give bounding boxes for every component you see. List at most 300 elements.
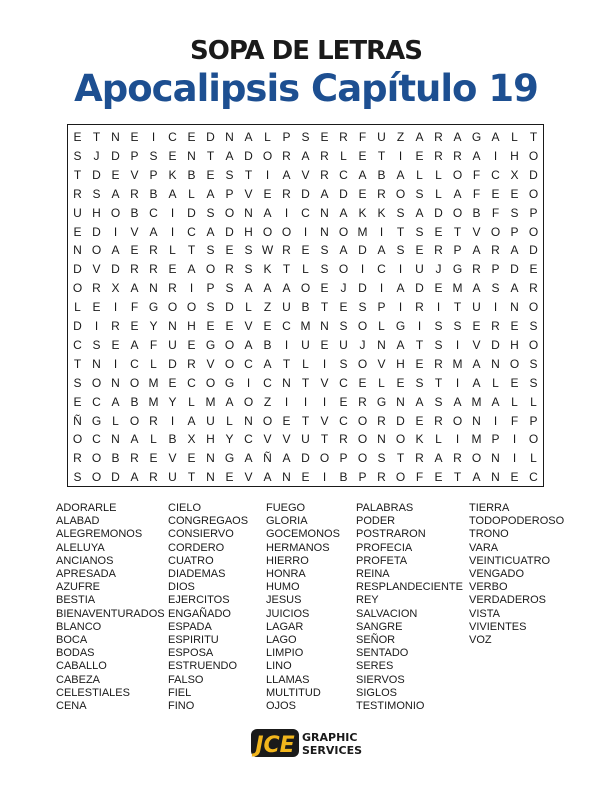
word-item: ALEGREMONOS	[56, 528, 143, 541]
grid-letter: H	[396, 356, 405, 371]
grid-letter: T	[434, 375, 443, 390]
grid-letter: T	[529, 130, 538, 144]
grid-letter: K	[168, 167, 177, 182]
grid-letter: V	[244, 186, 253, 201]
grid-letter: C	[187, 224, 196, 239]
grid-letter: F	[130, 300, 139, 315]
grid-letter: S	[206, 205, 215, 220]
grid-letter: T	[396, 224, 405, 239]
grid-letter: T	[320, 432, 329, 447]
grid-letter: L	[416, 167, 423, 182]
grid-letter: A	[301, 148, 310, 163]
grid-letter: S	[415, 224, 424, 239]
grid-letter: A	[415, 394, 424, 409]
grid-letter: B	[339, 470, 348, 485]
grid-letter: O	[357, 356, 368, 371]
grid-letter: S	[73, 470, 82, 485]
grid-letter: E	[111, 337, 120, 352]
grid-letter: I	[151, 130, 156, 144]
grid-letter: O	[319, 451, 330, 466]
grid-letter: C	[377, 262, 386, 277]
grid-letter: G	[376, 394, 387, 409]
grid-letter: I	[417, 319, 422, 333]
grid-letter: L	[378, 319, 385, 333]
grid-letter: N	[111, 130, 120, 144]
grid-letter: D	[358, 281, 367, 296]
grid-letter: D	[358, 243, 367, 258]
grid-letter: I	[379, 224, 384, 239]
word-item: TIERRA	[469, 502, 510, 514]
word-item: TRONO	[469, 528, 509, 541]
grid-letter: U	[377, 130, 386, 144]
word-item: HIERRO	[266, 554, 309, 567]
grid-letter: S	[244, 262, 253, 277]
grid-letter: L	[340, 148, 347, 163]
grid-letter: O	[91, 375, 102, 390]
grid-letter: N	[377, 432, 386, 447]
grid-letter: F	[358, 130, 367, 144]
grid-letter: R	[377, 470, 386, 485]
grid-letter: P	[453, 243, 462, 258]
grid-letter: R	[225, 262, 234, 277]
grid-letter: N	[491, 470, 500, 485]
grid-letter: L	[302, 356, 309, 371]
word-item: REINA	[356, 568, 390, 581]
grid-letter: D	[111, 470, 120, 485]
grid-letter: N	[187, 148, 196, 163]
grid-letter: E	[415, 148, 424, 163]
grid-letter: R	[130, 186, 139, 201]
grid-letter: O	[129, 375, 140, 390]
grid-letter: E	[130, 130, 139, 144]
grid-letter: V	[301, 167, 310, 182]
grid-letter: E	[339, 394, 348, 409]
word-item: LAGO	[266, 634, 297, 647]
grid-row	[68, 335, 543, 355]
grid-letter: I	[455, 432, 460, 447]
grid-letter: I	[398, 262, 403, 277]
grid-letter: S	[320, 243, 329, 258]
grid-letter: A	[282, 451, 291, 466]
grid-letter: I	[398, 300, 403, 315]
grid-letter: A	[453, 130, 462, 144]
grid-letter: E	[434, 281, 443, 296]
grid-letter: I	[189, 281, 194, 296]
grid-letter: M	[205, 394, 216, 409]
grid-letter: M	[471, 394, 482, 409]
grid-letter: D	[339, 186, 348, 201]
grid-row	[68, 373, 543, 393]
grid-letter: N	[491, 451, 500, 466]
grid-letter: O	[471, 451, 482, 466]
word-item: CONSIERVO	[168, 528, 234, 541]
grid-letter: C	[301, 205, 310, 220]
grid-letter: A	[111, 394, 120, 409]
grid-letter: B	[130, 205, 139, 220]
grid-row	[68, 297, 543, 317]
word-item: BESTIA	[56, 594, 96, 607]
grid-letter: H	[510, 148, 519, 163]
grid-letter: S	[320, 262, 329, 277]
grid-letter: S	[73, 375, 82, 390]
grid-row	[68, 146, 543, 166]
grid-letter: D	[73, 319, 82, 333]
grid-letter: I	[455, 375, 460, 390]
grid-letter: I	[170, 224, 175, 239]
word-item: GOCEMONOS	[266, 528, 340, 541]
grid-letter: D	[510, 262, 519, 277]
grid-letter: A	[472, 148, 481, 163]
word-column	[356, 502, 463, 713]
word-item: LIMPIO	[266, 647, 304, 660]
grid-letter: R	[282, 186, 291, 201]
grid-letter: A	[453, 186, 462, 201]
word-item: CABEZA	[56, 673, 101, 686]
grid-letter: C	[244, 432, 253, 447]
grid-letter: O	[528, 337, 539, 352]
grid-letter: T	[320, 300, 329, 315]
grid-letter: O	[357, 432, 368, 447]
grid-letter: U	[282, 300, 291, 315]
grid-letter: I	[493, 300, 498, 315]
grid-letter: O	[110, 205, 121, 220]
grid-letter: S	[396, 243, 405, 258]
grid-letter: E	[339, 300, 348, 315]
grid-letter: E	[111, 167, 120, 182]
grid-letter: U	[339, 337, 348, 352]
word-item: PALABRAS	[356, 502, 414, 514]
grid-letter: D	[111, 148, 120, 163]
grid-letter: U	[206, 413, 215, 428]
grid-letter: B	[301, 300, 310, 315]
grid-letter: C	[130, 356, 139, 371]
grid-letter: E	[320, 130, 329, 144]
word-item: ESTRUENDO	[168, 660, 238, 673]
grid-letter: I	[379, 281, 384, 296]
word-item: SANGRE	[356, 620, 403, 633]
grid-letter: Ñ	[263, 451, 272, 466]
grid-letter: D	[92, 224, 101, 239]
grid-letter: E	[510, 470, 519, 485]
grid-letter: E	[130, 243, 139, 258]
grid-letter: V	[130, 224, 139, 239]
word-item: BODAS	[56, 647, 95, 660]
grid-letter: A	[358, 167, 367, 182]
grid-letter: Z	[263, 300, 272, 315]
grid-letter: R	[339, 432, 348, 447]
grid-letter: S	[510, 205, 519, 220]
word-item: PROFECIA	[356, 541, 413, 554]
grid-letter: E	[187, 130, 196, 144]
grid-letter: E	[415, 413, 424, 428]
grid-letter: A	[206, 224, 215, 239]
word-item: FALSO	[168, 673, 204, 686]
grid-letter: E	[149, 451, 158, 466]
grid-letter: E	[206, 319, 215, 333]
word-item: CUATRO	[168, 554, 214, 567]
word-column	[168, 502, 248, 713]
grid-letter: V	[244, 319, 253, 333]
grid-letter: S	[225, 281, 234, 296]
grid-letter: N	[396, 394, 405, 409]
grid-letter: D	[301, 451, 310, 466]
grid-letter: O	[357, 413, 368, 428]
grid-letter: A	[225, 394, 234, 409]
grid-letter: T	[187, 470, 196, 485]
grid-letter: A	[244, 130, 253, 144]
grid-letter: R	[130, 262, 139, 277]
grid-letter: C	[339, 413, 348, 428]
grid-letter: J	[340, 281, 347, 296]
grid-letter: T	[92, 130, 101, 144]
grid-letter: E	[225, 470, 234, 485]
word-item: SERES	[356, 660, 394, 673]
grid-letter: E	[415, 356, 424, 371]
grid-letter: B	[377, 167, 386, 182]
grid-letter: T	[282, 262, 291, 277]
grid-letter: R	[415, 451, 424, 466]
grid-letter: A	[111, 186, 120, 201]
grid-letter: U	[168, 337, 177, 352]
grid-letter: F	[415, 470, 424, 485]
grid-letter: R	[358, 394, 367, 409]
grid-row	[68, 278, 543, 298]
grid-letter: F	[491, 205, 500, 220]
grid-letter: R	[320, 167, 329, 182]
grid-letter: A	[244, 451, 253, 466]
grid-letter: C	[92, 394, 101, 409]
word-item: LAGAR	[266, 620, 304, 633]
grid-letter: A	[111, 243, 120, 258]
grid-letter: O	[129, 413, 140, 428]
grid-letter: Z	[263, 394, 272, 409]
grid-letter: C	[263, 375, 272, 390]
grid-letter: I	[284, 205, 289, 220]
grid-letter: R	[434, 413, 443, 428]
grid-letter: A	[491, 130, 500, 144]
grid-letter: E	[282, 413, 291, 428]
grid-letter: S	[491, 281, 500, 296]
grid-letter: B	[130, 394, 139, 409]
word-item: MULTITUD	[266, 686, 321, 699]
grid-letter: R	[149, 413, 158, 428]
grid-letter: L	[511, 394, 518, 409]
grid-letter: H	[510, 337, 519, 352]
grid-letter: O	[224, 356, 235, 371]
grid-letter: T	[301, 413, 310, 428]
grid-letter: P	[282, 130, 291, 144]
grid-letter: S	[415, 375, 424, 390]
word-column	[266, 502, 340, 713]
grid-letter: C	[73, 337, 82, 352]
grid-letter: I	[322, 356, 327, 371]
grid-letter: S	[434, 337, 443, 352]
grid-letter: N	[244, 413, 253, 428]
word-item: VEINTICUATRO	[469, 554, 551, 567]
grid-letter: A	[130, 432, 139, 447]
grid-row	[68, 184, 543, 204]
grid-letter: N	[111, 432, 120, 447]
grid-letter: C	[92, 432, 101, 447]
grid-letter: L	[264, 130, 271, 144]
grid-letter: B	[168, 432, 177, 447]
grid-letter: L	[492, 375, 499, 390]
word-item: ENGAÑADO	[168, 607, 231, 620]
grid-letter: O	[91, 470, 102, 485]
grid-letter: U	[301, 337, 310, 352]
grid-letter: R	[168, 281, 177, 296]
grid-letter: Ñ	[73, 413, 82, 428]
grid-letter: R	[320, 148, 329, 163]
grid-letter: L	[302, 262, 309, 277]
grid-letter: G	[452, 262, 463, 277]
grid-letter: T	[282, 356, 291, 371]
grid-letter: V	[472, 337, 481, 352]
grid-letter: R	[434, 130, 443, 144]
grid-letter: C	[168, 130, 177, 144]
grid-letter: A	[453, 394, 462, 409]
grid-letter: U	[301, 432, 310, 447]
grid-letter: L	[112, 413, 119, 428]
grid-letter: L	[188, 186, 195, 201]
word-item: VERBO	[469, 581, 508, 594]
grid-letter: E	[168, 148, 177, 163]
grid-letter: V	[282, 432, 291, 447]
grid-letter: M	[300, 319, 311, 333]
grid-letter: A	[187, 262, 196, 277]
grid-letter: E	[529, 262, 538, 277]
grid-letter: S	[92, 337, 101, 352]
grid-letter: R	[434, 356, 443, 371]
grid-letter: A	[187, 413, 196, 428]
grid-row	[68, 203, 543, 223]
grid-letter: R	[149, 243, 158, 258]
grid-letter: B	[187, 167, 196, 182]
grid-letter: O	[452, 413, 463, 428]
grid-letter: O	[528, 148, 539, 163]
grid-letter: P	[529, 205, 538, 220]
grid-row	[68, 467, 543, 487]
grid-letter: N	[377, 337, 386, 352]
svg-text:JCE: JCE	[255, 733, 295, 758]
grid-letter: L	[150, 432, 157, 447]
grid-letter: A	[168, 186, 177, 201]
word-item: DIOS	[168, 581, 195, 594]
word-item: CENA	[56, 700, 87, 713]
puzzle-subtitle: Apocalipsis Capítulo 19	[74, 67, 538, 110]
grid-letter: S	[434, 319, 443, 333]
grid-letter: E	[187, 451, 196, 466]
grid-letter: A	[320, 186, 329, 201]
grid-letter: I	[436, 300, 441, 315]
grid-letter: P	[491, 432, 500, 447]
grid-letter: I	[303, 394, 308, 409]
word-item: CELESTIALES	[56, 686, 130, 699]
grid-letter: P	[206, 281, 215, 296]
word-item: BLANCO	[56, 620, 102, 633]
grid-letter: A	[377, 243, 386, 258]
grid-letter: R	[149, 262, 158, 277]
grid-letter: V	[130, 167, 139, 182]
grid-letter: G	[205, 337, 216, 352]
grid-letter: R	[377, 186, 386, 201]
grid-row	[68, 240, 543, 260]
grid-letter: V	[263, 432, 272, 447]
grid-letter: M	[452, 281, 463, 296]
grid-letter: I	[113, 300, 118, 315]
word-item: ALELUYA	[56, 541, 105, 554]
grid-letter: E	[415, 243, 424, 258]
grid-letter: T	[73, 167, 82, 182]
grid-letter: P	[339, 451, 348, 466]
grid-letter: F	[472, 167, 481, 182]
grid-letter: O	[528, 224, 539, 239]
grid-letter: I	[512, 451, 517, 466]
grid-letter: L	[435, 167, 442, 182]
grid-letter: N	[111, 375, 120, 390]
grid-letter: I	[493, 413, 498, 428]
grid-letter: O	[243, 394, 254, 409]
grid-letter: V	[320, 413, 329, 428]
grid-letter: C	[529, 470, 538, 485]
grid-letter: E	[434, 470, 443, 485]
grid-letter: R	[453, 148, 462, 163]
grid-letter: E	[320, 337, 329, 352]
grid-letter: N	[320, 224, 329, 239]
grid-letter: S	[206, 300, 215, 315]
word-item: PODER	[356, 515, 396, 528]
grid-letter: G	[471, 130, 482, 144]
grid-letter: L	[245, 300, 252, 315]
grid-letter: C	[282, 319, 291, 333]
grid-letter: U	[415, 262, 424, 277]
grid-letter: A	[225, 148, 234, 163]
word-item: SIGLOS	[356, 686, 397, 699]
grid-letter: N	[92, 356, 101, 371]
grid-letter: A	[415, 130, 424, 144]
grid-letter: N	[168, 319, 177, 333]
grid-letter: G	[395, 319, 406, 333]
grid-letter: D	[92, 167, 101, 182]
grid-letter: I	[113, 356, 118, 371]
grid-letter: P	[130, 148, 139, 163]
grid-letter: E	[92, 300, 101, 315]
grid-letter: C	[339, 375, 348, 390]
grid-letter: E	[510, 186, 519, 201]
word-item: ADORARLE	[56, 502, 117, 514]
grid-letter: R	[187, 356, 196, 371]
word-item: ALABAD	[56, 515, 100, 528]
grid-letter: O	[72, 432, 83, 447]
grid-letter: O	[490, 224, 501, 239]
grid-letter: E	[320, 281, 329, 296]
word-item: VISTA	[469, 607, 500, 620]
grid-letter: P	[529, 413, 538, 428]
grid-letter: S	[396, 205, 405, 220]
word-item: JESUS	[266, 594, 302, 607]
grid-letter: S	[92, 186, 101, 201]
grid-letter: L	[378, 375, 385, 390]
grid-letter: I	[170, 413, 175, 428]
grid-letter: O	[395, 186, 406, 201]
grid-letter: M	[148, 394, 159, 409]
grid-letter: V	[320, 375, 329, 390]
grid-letter: O	[167, 300, 178, 315]
grid-letter: A	[472, 281, 481, 296]
grid-letter: L	[150, 356, 157, 371]
grid-letter: O	[262, 224, 273, 239]
grid-letter: O	[509, 356, 520, 371]
